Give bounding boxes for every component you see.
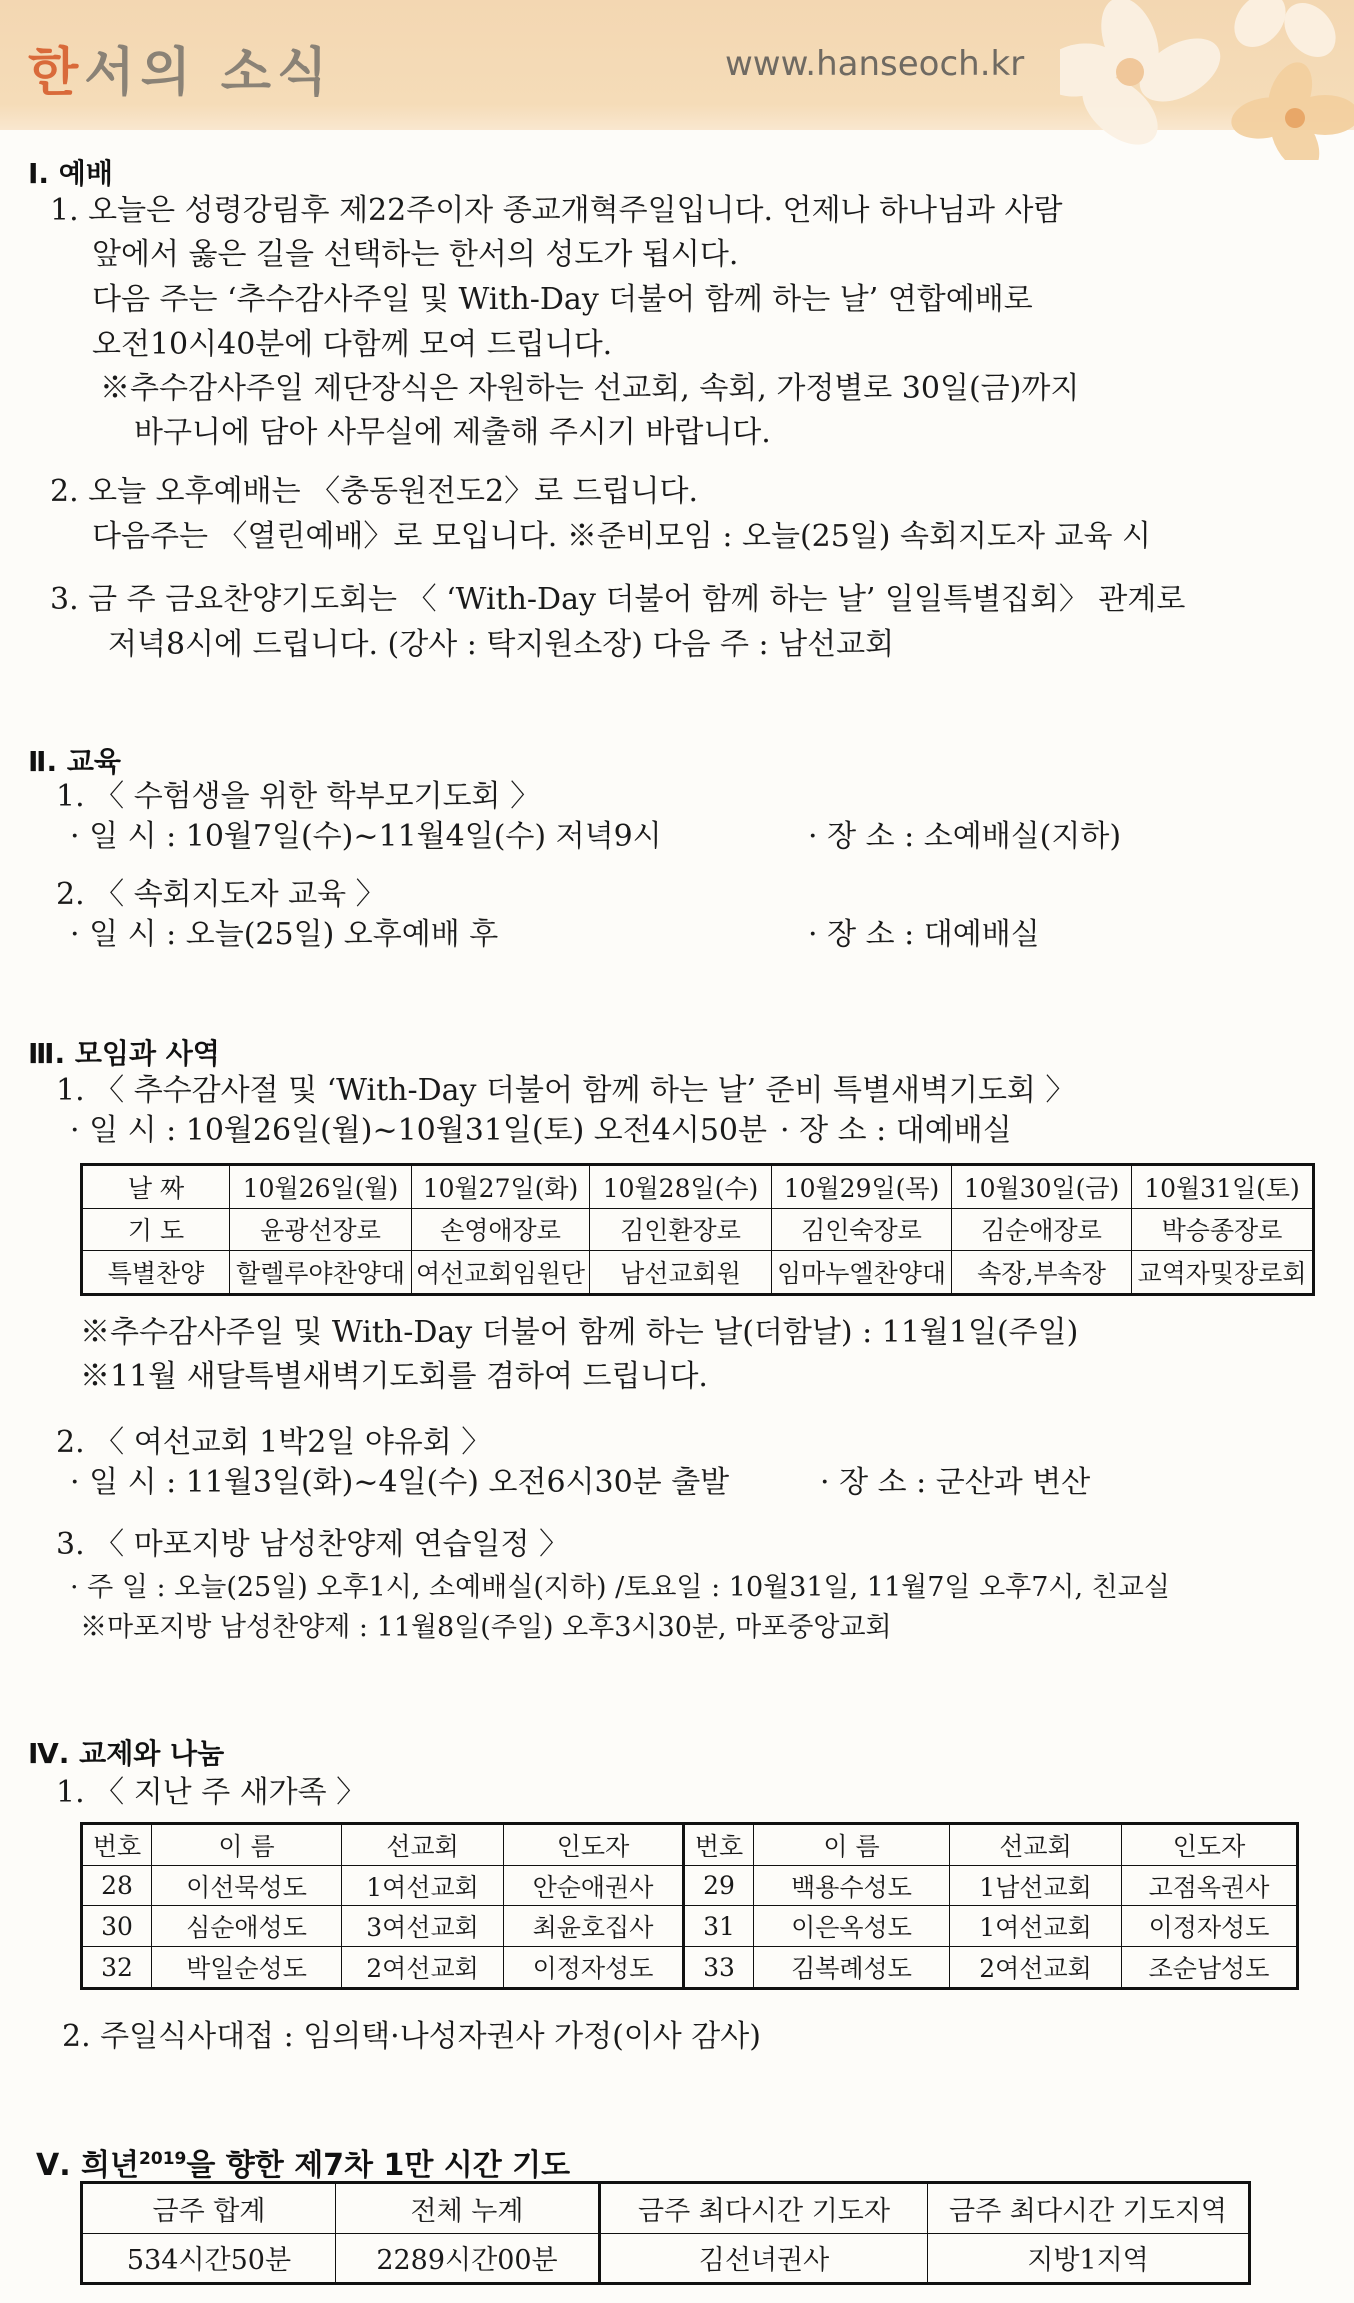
table-cell: 이정자성도	[1122, 1906, 1298, 1947]
table-row	[82, 1947, 1298, 1989]
table-cell: 고점옥권사	[1122, 1865, 1298, 1906]
table-cell: 3여선교회	[342, 1906, 504, 1947]
table-cell: 심순애성도	[152, 1906, 342, 1947]
table-cell: 김복례성도	[754, 1947, 950, 1989]
fellowship-item-2: 2. 주일식사대접 : 임의택·나성자권사 가정(이사 감사)	[62, 2019, 761, 2054]
worship-item-3: 3. 금 주 금요찬양기도회는 〈 ‘With-Day 더불어 함께 하는 날’ 일일특별집회〉 관계로	[50, 582, 1186, 617]
table-cell: 2289시간00분	[336, 2233, 600, 2284]
worship-item-3-cont: 저녁8시에 드립니다. (강사 : 탁지원소장) 다음 주 : 남선교회	[108, 627, 895, 662]
education-item-2: 2. 〈 속회지도자 교육 〉	[56, 877, 386, 912]
column-header: 선교회	[950, 1824, 1122, 1866]
table-cell: 이은옥성도	[754, 1906, 950, 1947]
worship-item-2-cont: 다음주는 〈열린예배〉로 모입니다. ※준비모임 : 오늘(25일) 속회지도자 교육 시	[92, 519, 1151, 554]
gathering-item-2-place: · 장 소 : 군산과 변산	[820, 1465, 1091, 1500]
table-row	[82, 1251, 1314, 1295]
column-header: 선교회	[342, 1824, 504, 1866]
gathering-item-2-date: · 일 시 : 11월3일(화)~4일(수) 오전6시30분 출발	[70, 1465, 730, 1500]
table-cell: 10월26일(월)	[230, 1165, 412, 1209]
table-row	[82, 1208, 1314, 1251]
gathering-item-3-note: ※마포지방 남성찬양제 : 11월8일(주일) 오후3시30분, 마포중앙교회	[80, 1612, 892, 1643]
worship-item-2: 2. 오늘 오후예배는 〈충동원전도2〉로 드립니다.	[50, 474, 699, 509]
column-header: 금주 최다시간 기도지역	[928, 2183, 1250, 2234]
title-accent-char: 한	[28, 43, 85, 103]
table-cell: 10월31일(토)	[1132, 1165, 1314, 1209]
table-cell: 10월28일(수)	[590, 1165, 772, 1209]
table-cell: 속장,부속장	[952, 1251, 1132, 1295]
table-cell: 이선묵성도	[152, 1865, 342, 1906]
worship-item-1-time: 오전10시40분에 다함께 모여 드립니다.	[92, 327, 613, 362]
table-cell: 할렐루야찬양대	[230, 1251, 412, 1295]
table-cell: 1남선교회	[950, 1865, 1122, 1906]
section-title-fellowship: Ⅳ. 교제와 나눔	[28, 1737, 225, 1770]
table-row	[82, 1906, 1298, 1947]
section-title-prayer	[36, 2140, 570, 2184]
column-header: 인도자	[1122, 1824, 1298, 1866]
table-cell: 1여선교회	[950, 1906, 1122, 1947]
education-item-2-date: · 일 시 : 오늘(25일) 오후예배 후	[70, 917, 499, 952]
prayer-title-part: Ⅴ. 희년	[36, 2148, 140, 2183]
new-family-table	[80, 1822, 1299, 1990]
gathering-item-1-date: · 일 시 : 10월26일(월)~10월31일(토) 오전4시50분	[70, 1113, 767, 1148]
table-cell: 2여선교회	[342, 1947, 504, 1989]
table-cell: 김순애장로	[952, 1208, 1132, 1251]
table-cell: 안순애권사	[504, 1865, 684, 1906]
prayer-stats-table	[80, 2181, 1251, 2285]
table-cell: 1여선교회	[342, 1865, 504, 1906]
table-cell: 지방1지역	[928, 2233, 1250, 2284]
gathering-item-1: 1. 〈 추수감사절 및 ‘With-Day 더불어 함께 하는 날’ 준비 특별새벽기도회 〉	[56, 1073, 1076, 1108]
table-cell: 김인숙장로	[772, 1208, 952, 1251]
table-cell: 여선교회임원단	[412, 1251, 590, 1295]
table-cell: 31	[684, 1906, 754, 1947]
table-cell: 교역자및장로회	[1132, 1251, 1314, 1295]
column-header: 금주 합계	[82, 2183, 336, 2234]
worship-item-1-next: 다음 주는 ‘추수감사주일 및 With-Day 더불어 함께 하는 날’ 연합예배로	[92, 282, 1033, 317]
gathering-item-1-place: · 장 소 : 대예배실	[780, 1113, 1012, 1148]
table-cell: 백용수성도	[754, 1865, 950, 1906]
gathering-item-3: 3. 〈 마포지방 남성찬양제 연습일정 〉	[56, 1527, 570, 1562]
table-cell: 박승종장로	[1132, 1208, 1314, 1251]
gathering-item-3-schedule: · 주 일 : 오늘(25일) 오후1시, 소예배실(지하) /토요일 : 10월31일, 11월7일 오후7시, 친교실	[70, 1572, 1170, 1603]
table-header-row	[82, 2183, 1250, 2234]
dawn-prayer-table	[80, 1163, 1315, 1296]
table-row	[82, 2233, 1250, 2284]
table-cell: 30	[82, 1906, 152, 1947]
gathering-note-november: ※11월 새달특별새벽기도회를 겸하여 드립니다.	[80, 1359, 708, 1394]
gathering-note-thanksgiving: ※추수감사주일 및 With-Day 더불어 함께 하는 날(더함날) : 11월1일(주일)	[80, 1315, 1079, 1350]
section-title-education: Ⅱ. 교육	[28, 745, 121, 778]
table-cell: 이정자성도	[504, 1947, 684, 1989]
column-header: 번호	[684, 1824, 754, 1866]
table-cell: 박일순성도	[152, 1947, 342, 1989]
column-header: 전체 누계	[336, 2183, 600, 2234]
section-title-gatherings: Ⅲ. 모임과 사역	[28, 1037, 220, 1070]
table-cell: 534시간50분	[82, 2233, 336, 2284]
table-cell: 10월27일(화)	[412, 1165, 590, 1209]
table-cell: 조순남성도	[1122, 1947, 1298, 1989]
table-cell: 남선교회원	[590, 1251, 772, 1295]
section-title-worship: Ⅰ. 예배	[28, 157, 113, 190]
worship-item-1-cont: 앞에서 옳은 길을 선택하는 한서의 성도가 됩시다.	[92, 237, 739, 272]
education-item-1: 1. 〈 수험생을 위한 학부모기도회 〉	[56, 779, 541, 814]
table-cell: 28	[82, 1865, 152, 1906]
column-header: 번호	[82, 1824, 152, 1866]
prayer-title-rest: 을 향한 제7차 1만 시간 기도	[186, 2148, 571, 2183]
table-cell: 최윤호집사	[504, 1906, 684, 1947]
title-rest: 서의 소식	[84, 43, 334, 103]
column-header: 인도자	[504, 1824, 684, 1866]
table-cell: 날 짜	[82, 1165, 230, 1209]
table-cell: 김인환장로	[590, 1208, 772, 1251]
education-item-2-place: · 장 소 : 대예배실	[808, 917, 1040, 952]
table-row	[82, 1165, 1314, 1209]
column-header: 이 름	[754, 1824, 950, 1866]
table-cell: 10월30일(금)	[952, 1165, 1132, 1209]
table-cell: 10월29일(목)	[772, 1165, 952, 1209]
worship-item-1: 1. 오늘은 성령강림후 제22주이자 종교개혁주일입니다. 언제나 하나님과 사람	[50, 193, 1063, 228]
table-cell: 29	[684, 1865, 754, 1906]
prayer-title-year: 2019	[139, 2149, 187, 2169]
education-item-1-date: · 일 시 : 10월7일(수)~11월4일(수) 저녁9시	[70, 819, 662, 854]
table-cell: 김선녀권사	[600, 2233, 928, 2284]
gathering-item-2: 2. 〈 여선교회 1박2일 야유회 〉	[56, 1425, 492, 1460]
worship-note-cont: 바구니에 담아 사무실에 제출해 주시기 바랍니다.	[134, 415, 771, 450]
table-header-row	[82, 1824, 1298, 1866]
worship-note-decoration: ※추수감사주일 제단장식은 자원하는 선교회, 속회, 가정별로 30일(금)까지	[100, 371, 1080, 406]
table-row	[82, 1865, 1298, 1906]
education-item-1-place: · 장 소 : 소예배실(지하)	[808, 819, 1122, 854]
table-cell: 손영애장로	[412, 1208, 590, 1251]
table-cell: 기 도	[82, 1208, 230, 1251]
table-cell: 33	[684, 1947, 754, 1989]
table-cell: 2여선교회	[950, 1947, 1122, 1989]
column-header: 금주 최다시간 기도자	[600, 2183, 928, 2234]
table-cell: 특별찬양	[82, 1251, 230, 1295]
table-cell: 32	[82, 1947, 152, 1989]
website-url[interactable]: www.hanseoch.kr	[725, 44, 1025, 84]
table-cell: 윤광선장로	[230, 1208, 412, 1251]
table-cell: 임마누엘찬양대	[772, 1251, 952, 1295]
column-header: 이 름	[152, 1824, 342, 1866]
fellowship-item-1: 1. 〈 지난 주 새가족 〉	[56, 1775, 367, 1810]
